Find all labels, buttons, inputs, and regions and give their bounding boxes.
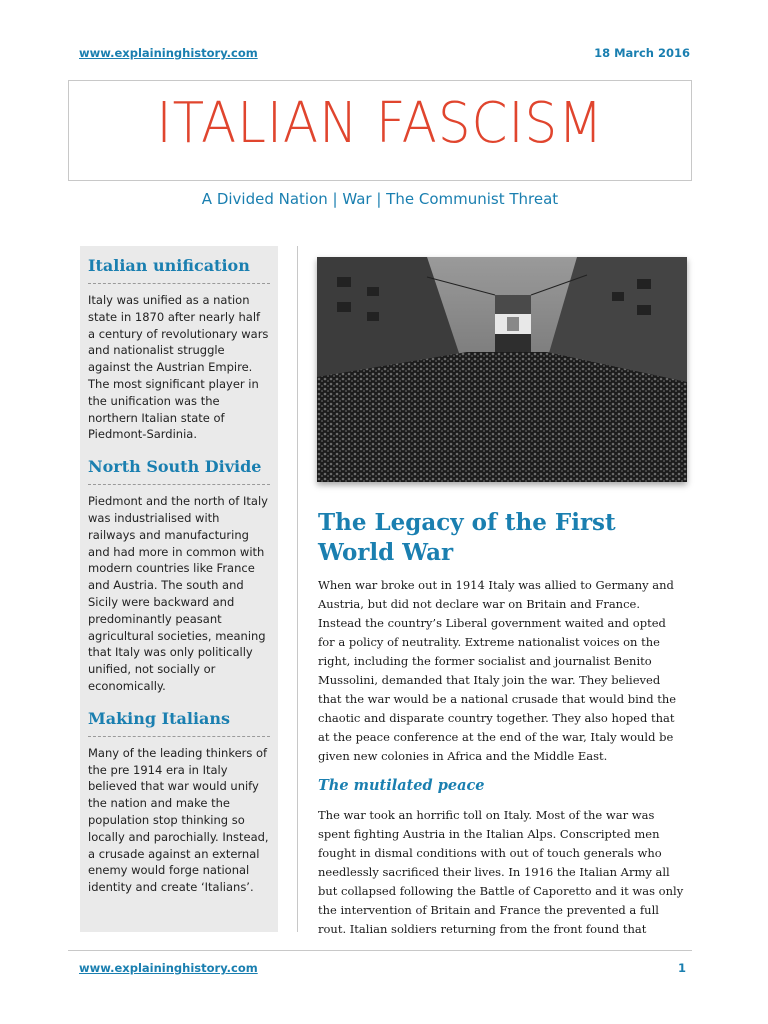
sidebar-divider bbox=[88, 736, 270, 737]
sidebar-text-north-south: Piedmont and the north of Italy was industrialised with railways and manufacturing and had more in common with modern countries like France and Austria. The south and Sicily were backward and predominantly peasant agricultural societies, meaning that Italy was only politically unified, not socially or economically. bbox=[88, 494, 268, 693]
crowd-photo-illustration bbox=[317, 257, 687, 482]
page-title: ITALIAN FASCISM bbox=[156, 91, 604, 156]
column-divider bbox=[297, 246, 298, 932]
sidebar-divider bbox=[88, 283, 270, 284]
header-date: 18 March 2016 bbox=[594, 46, 690, 60]
crowd-with-flag-photo bbox=[317, 257, 687, 482]
page-subtitle: A Divided Nation | War | The Communist Threat bbox=[201, 190, 559, 208]
sidebar-text-making-italians: Many of the leading thinkers of the pre 1914 era in Italy believed that war would unify the nation and make the population stop thinking so locally and parochially. Instead, a crusade against an external enemy would forge national identity and create ‘Italians’. bbox=[88, 745, 269, 895]
article-heading: The Legacy of the First World War bbox=[318, 509, 616, 566]
sidebar-heading-unification: Italian unification bbox=[88, 256, 250, 275]
header-bottom-rule bbox=[68, 180, 692, 181]
sidebar bbox=[80, 246, 278, 932]
article-subheading: The mutilated peace bbox=[318, 777, 485, 794]
sidebar-heading-north-south: North South Divide bbox=[88, 457, 262, 477]
sidebar-heading-making-italians: Making Italians bbox=[88, 708, 231, 728]
title-box-right-border bbox=[691, 80, 692, 180]
footer-url-link[interactable]: www.explaininghistory.com bbox=[79, 961, 258, 975]
sidebar-divider bbox=[88, 484, 270, 485]
article-paragraph-1: When war broke out in 1914 Italy was allied to Germany and Austria, but did not declare war on Britain and France. Instead the country’s Liberal government waited and opted for a policy of neutrality. Extreme nationalist voices on the right, including the former socialist and journalist Benito Mussolini, demanded that Italy join the war. They believed that the war would be a national crusade that would bind the chaotic and disparate country together. They also hoped that at the peace conference at the end of the war, Italy would be given new colonies in Africa and the Middle East. bbox=[318, 578, 677, 763]
photo-frame bbox=[311, 251, 693, 488]
footer-rule bbox=[68, 950, 692, 951]
header-top-rule bbox=[68, 80, 692, 81]
title-box-left-border bbox=[68, 80, 69, 180]
header-url-link[interactable]: www.explaininghistory.com bbox=[79, 46, 258, 60]
page-number: 1 bbox=[678, 961, 687, 975]
article-paragraph-2: The war took an horrific toll on Italy. Most of the war was spent fighting Austria in the Italian Alps. Conscripted men fought in dismal conditions with out of touch generals who needlessly sacrificed their lives. In 1916 the Italian Army all but collapsed following the Battle of Caporetto and it was only the intervention of Britain and France the prevented a full rout. Italian soldiers returning from the front found that bbox=[318, 808, 684, 936]
sidebar-text-unification: Italy was unified as a nation state in 1870 after nearly half a century of revolutionary wars and nationalist struggle against the Austrian Empire. The most significant player in the unification was the northern Italian state of Piedmont-Sardinia. bbox=[88, 293, 269, 442]
